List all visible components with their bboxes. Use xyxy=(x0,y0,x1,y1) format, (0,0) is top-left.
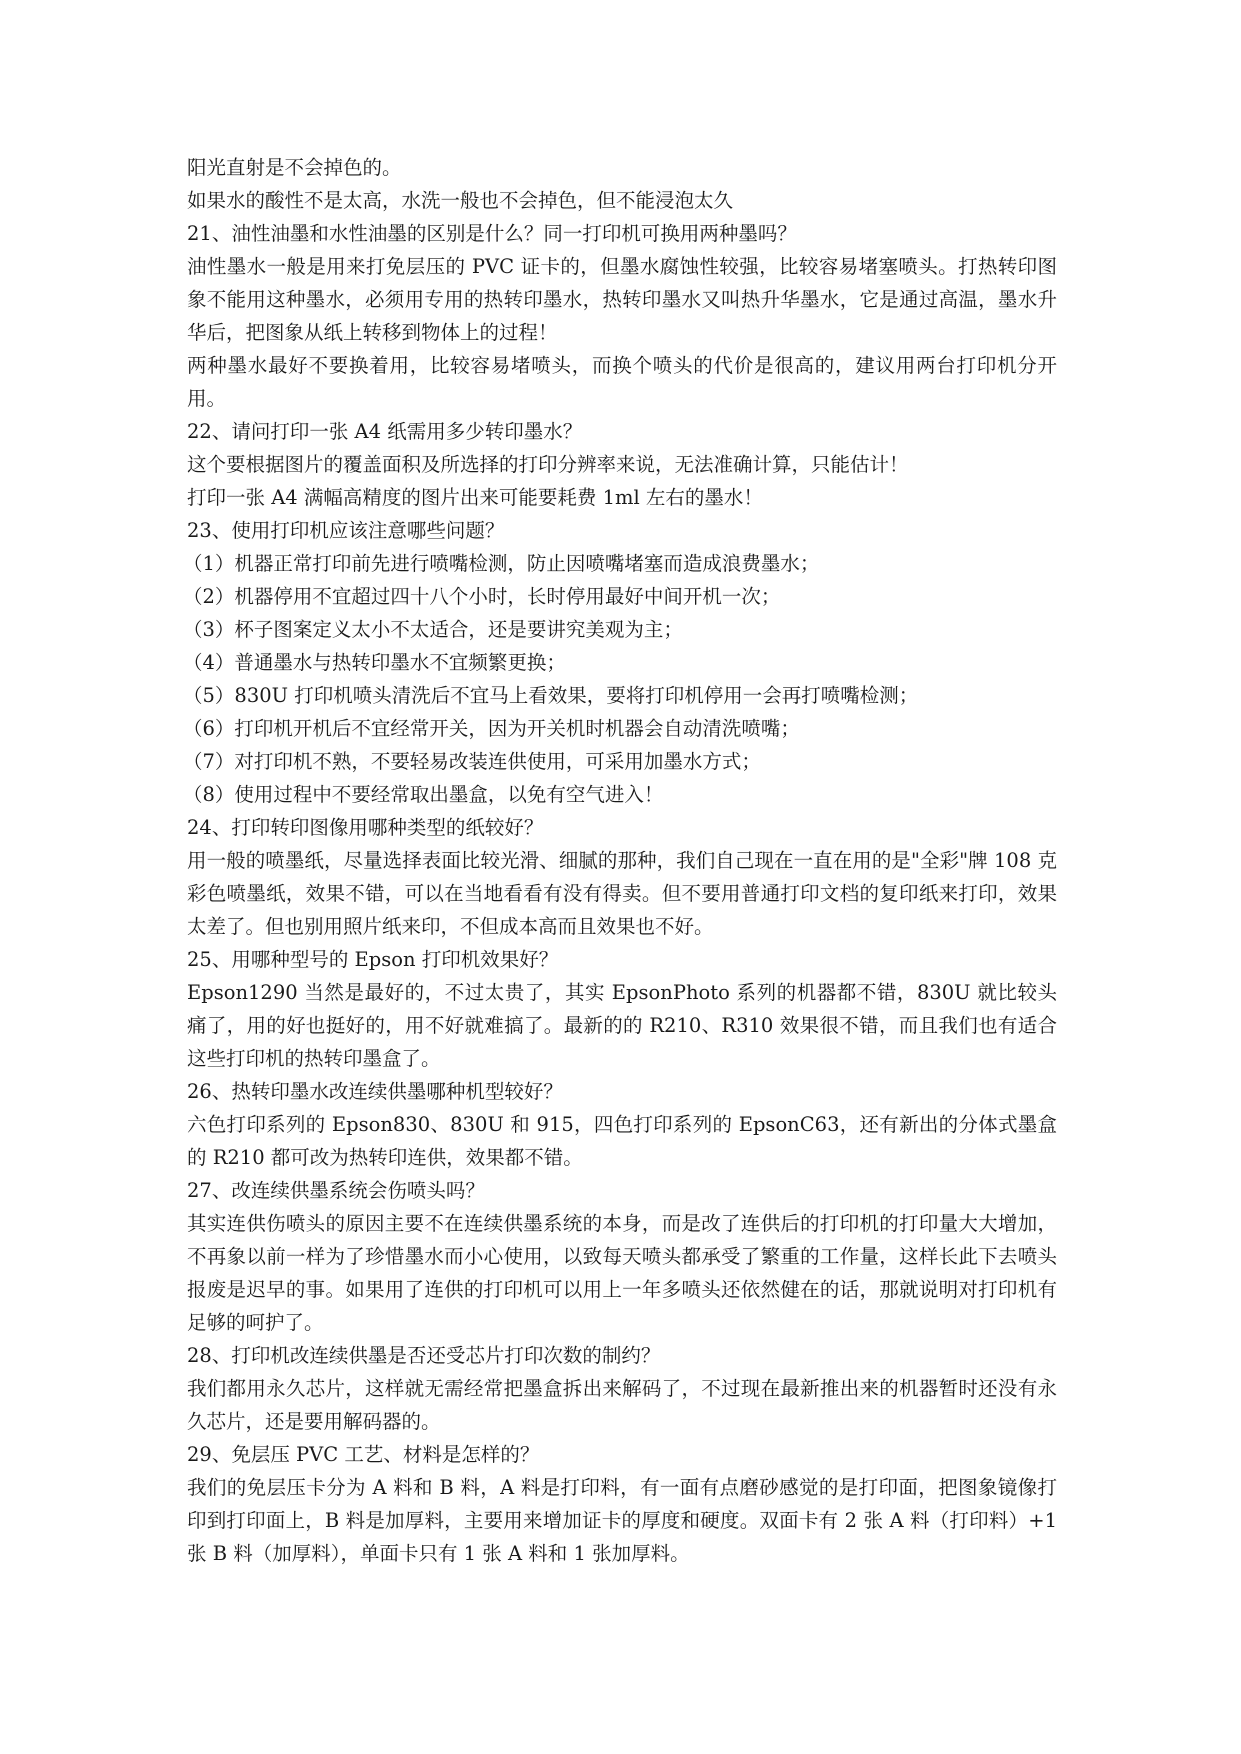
question-heading: 26、热转印墨水改连续供墨哪种机型较好？ xyxy=(187,1080,563,1103)
question-heading: 22、请问打印一张 A4 纸需用多少转印墨水？ xyxy=(187,420,583,443)
question-heading: 24、打印转印图像用哪种类型的纸较好？ xyxy=(187,816,544,839)
list-item: （3）杯子图案定义太小不太适合，还是要讲究美观为主； xyxy=(183,618,683,641)
paragraph: 用一般的喷墨纸，尽量选择表面比较光滑、细腻的那种，我们自己现在一直在用的是"全彩"牌 108 克彩色喷墨纸，效果不错，可以在当地看看有没有得卖。但不要用普通打印文档的复印纸来打印，效果太差了。但也别用照片纸来印，不但成本高而且效果也不好。 xyxy=(187,849,1057,938)
paragraph: 打印一张 A4 满幅高精度的图片出来可能要耗费 1ml 左右的墨水！ xyxy=(187,486,763,509)
paragraph: 油性墨水一般是用来打免层压的 PVC 证卡的，但墨水腐蚀性较强，比较容易堵塞喷头。打热转印图象不能用这种墨水，必须用专用的热转印墨水，热转印墨水又叫热升华墨水，它是通过高温，墨水升华后，把图象从纸上转移到物体上的过程！ xyxy=(187,255,1057,344)
paragraph: 我们的免层压卡分为 A 料和 B 料，A 料是打印料，有一面有点磨砂感觉的是打印面，把图象镜像打印到打印面上，B 料是加厚料，主要用来增加证卡的厚度和硬度。双面卡有 2 张 A 料（打印料）+1 张 B 料（加厚料），单面卡只有 1 张 A 料和 1 张加厚料。 xyxy=(187,1476,1057,1565)
question-heading: 29、免层压 PVC 工艺、材料是怎样的？ xyxy=(187,1443,540,1466)
list-item: （2）机器停用不宜超过四十八个小时，长时停用最好中间开机一次； xyxy=(183,585,781,608)
list-item: （4）普通墨水与热转印墨水不宜频繁更换； xyxy=(183,651,566,674)
list-item: （7）对打印机不熟，不要轻易改装连供使用，可采用加墨水方式； xyxy=(183,750,761,773)
list-item: （1）机器正常打印前先进行喷嘴检测，防止因喷嘴堵塞而造成浪费墨水； xyxy=(183,552,820,575)
document-body xyxy=(183,151,1057,1570)
paragraph: Epson1290 当然是最好的，不过太贵了，其实 EpsonPhoto 系列的机器都不错，830U 就比较头痛了，用的好也挺好的，用不好就难搞了。最新的的 R210、R310 效果很不错，而且我们也有适合这些打印机的热转印墨盒了。 xyxy=(187,981,1057,1070)
paragraph: 阳光直射是不会掉色的。 xyxy=(187,156,402,179)
question-heading: 25、用哪种型号的 Epson 打印机效果好？ xyxy=(187,948,559,971)
paragraph: 如果水的酸性不是太高，水洗一般也不会掉色，但不能浸泡太久 xyxy=(187,189,734,212)
paragraph: 这个要根据图片的覆盖面积及所选择的打印分辨率来说，无法准确计算，只能估计！ xyxy=(187,453,909,476)
paragraph: 两种墨水最好不要换着用，比较容易堵喷头，而换个喷头的代价是很高的，建议用两台打印机分开用。 xyxy=(187,354,1057,410)
question-heading: 23、使用打印机应该注意哪些问题？ xyxy=(187,519,505,542)
list-item: （8）使用过程中不要经常取出墨盒，以免有空气进入！ xyxy=(183,783,664,806)
question-heading: 21、油性油墨和水性油墨的区别是什么？同一打印机可换用两种墨吗？ xyxy=(187,222,797,245)
list-item: （5）830U 打印机喷头清洗后不宜马上看效果，要将打印机停用一会再打喷嘴检测； xyxy=(183,684,919,707)
paragraph: 其实连供伤喷头的原因主要不在连续供墨系统的本身，而是改了连供后的打印机的打印量大大增加，不再象以前一样为了珍惜墨水而小心使用，以致每天喷头都承受了繁重的工作量，这样长此下去喷头报废是迟早的事。如果用了连供的打印机可以用上一年多喷头还依然健在的话，那就说明对打印机有足够的呵护了。 xyxy=(187,1212,1057,1334)
list-item: （6）打印机开机后不宜经常开关，因为开关机时机器会自动清洗喷嘴； xyxy=(183,717,800,740)
paragraph: 我们都用永久芯片，这样就无需经常把墨盒拆出来解码了，不过现在最新推出来的机器暂时还没有永久芯片，还是要用解码器的。 xyxy=(187,1377,1057,1433)
paragraph: 六色打印系列的 Epson830、830U 和 915，四色打印系列的 EpsonC63，还有新出的分体式墨盒的 R210 都可改为热转印连供，效果都不错。 xyxy=(187,1113,1057,1169)
question-heading: 28、打印机改连续供墨是否还受芯片打印次数的制约？ xyxy=(187,1344,661,1367)
question-heading: 27、改连续供墨系统会伤喷头吗？ xyxy=(187,1179,485,1202)
